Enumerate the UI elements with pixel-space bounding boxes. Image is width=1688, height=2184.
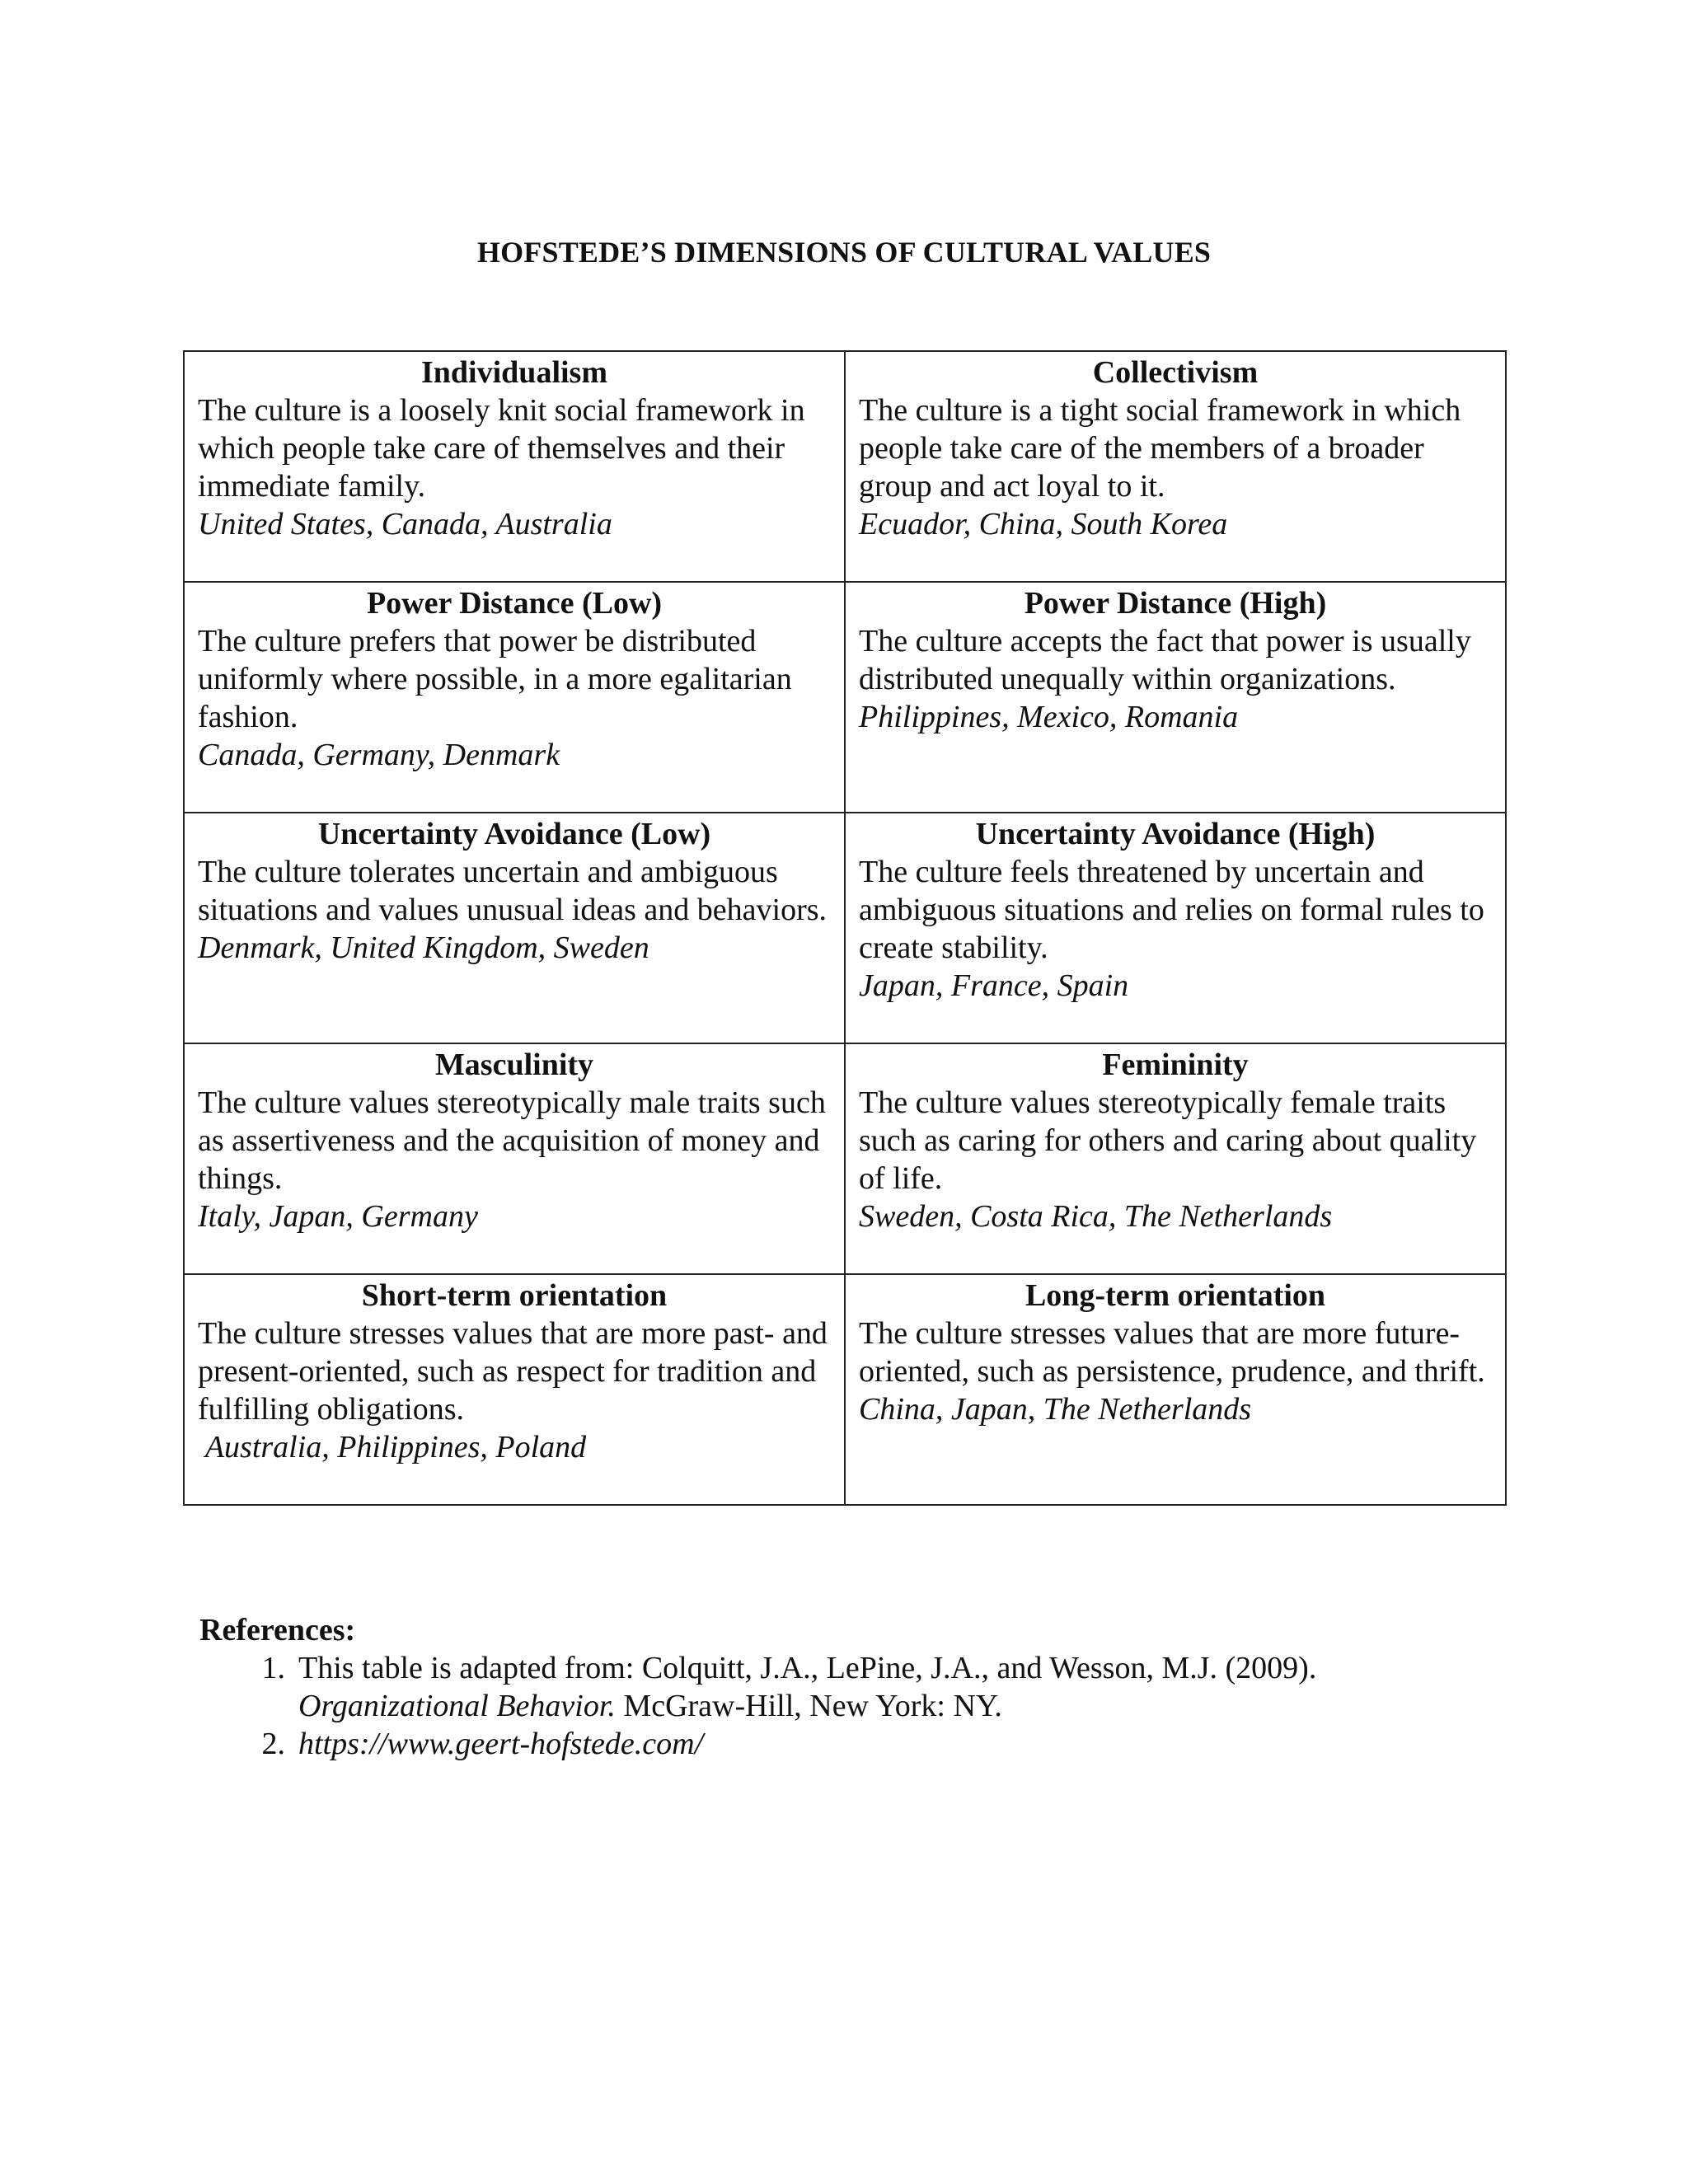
references-section [199,1611,1518,1763]
dimension-description: The culture accepts the fact that power is usually distributed unequally within organizations. [859,624,1471,696]
dimension-cell [845,1274,1506,1505]
page-title: HOFSTEDE’S DIMENSIONS OF CULTURAL VALUES [476,236,1212,269]
references-list [199,1649,1518,1763]
dimension-title: Uncertainty Avoidance (Low) [317,817,711,851]
reference-publisher: McGraw-Hill, New York: NY. [615,1689,1002,1723]
reference-item [199,1649,1518,1725]
dimension-cell [845,351,1506,582]
dimension-description: The culture stresses values that are more future-oriented, such as persistence, prudence, and thrift. [859,1316,1485,1389]
table-row [184,582,1506,813]
dimensions-table [183,350,1507,1506]
dimension-title: Masculinity [434,1047,594,1082]
dimension-examples: Australia, Philippines, Poland [198,1430,587,1465]
dimension-cell [184,1274,845,1505]
dimension-examples: Denmark, United Kingdom, Sweden [198,930,649,965]
dimension-cell [184,351,845,582]
dimension-examples: Japan, France, Spain [859,968,1129,1003]
dimension-title: Uncertainty Avoidance (High) [975,817,1376,851]
dimension-examples: United States, Canada, Australia [198,507,612,541]
reference-number: 2. [261,1727,285,1761]
dimension-title: Collectivism [1092,355,1259,390]
dimension-examples: Ecuador, China, South Korea [859,507,1228,541]
dimension-examples: China, Japan, The Netherlands [859,1392,1252,1427]
dimension-cell [845,582,1506,813]
table-row [184,1274,1506,1505]
reference-number: 1. [261,1651,285,1685]
dimension-examples: Philippines, Mexico, Romania [859,700,1239,734]
dimension-description: The culture prefers that power be distributed uniformly where possible, in a more egalitarian fashion. [198,624,792,734]
dimension-title: Individualism [421,355,607,390]
dimension-title: Femininity [1102,1047,1249,1082]
table-row [184,1043,1506,1274]
dimension-title: Power Distance (Low) [366,586,663,621]
reference-link[interactable]: https://www.geert-hofstede.com/ [298,1727,704,1761]
dimension-description: The culture values stereotypically male traits such as assertiveness and the acquisition of money and things. [198,1085,826,1196]
dimension-examples: Sweden, Costa Rica, The Netherlands [859,1199,1333,1234]
dimension-examples: Canada, Germany, Denmark [198,738,560,772]
dimension-description: The culture tolerates uncertain and ambiguous situations and values unusual ideas and behaviors. [198,855,828,927]
dimension-description: The culture feels threatened by uncertain and ambiguous situations and relies on formal rules to create stability. [859,855,1484,965]
table-row [184,351,1506,582]
dimension-cell [184,813,845,1043]
dimension-cell [845,813,1506,1043]
dimension-title: Power Distance (High) [1024,586,1327,621]
dimension-cell [845,1043,1506,1274]
dimension-cell [184,582,845,813]
reference-item [199,1725,1518,1763]
reference-citation: This table is adapted from: Colquitt, J.A., LePine, J.A., and Wesson, M.J. (2009). [298,1651,1317,1685]
reference-book-title: Organizational Behavior. [298,1689,616,1723]
dimension-description: The culture values stereotypically female traits such as caring for others and caring about quality of life. [859,1085,1477,1196]
dimension-title: Long-term orientation [1025,1278,1326,1313]
dimension-cell [184,1043,845,1274]
references-heading: References: [199,1613,356,1647]
dimension-examples: Italy, Japan, Germany [198,1199,478,1234]
reference-text [298,1649,1518,1725]
dimension-title: Short-term orientation [361,1278,668,1313]
dimension-description: The culture stresses values that are more past- and present-oriented, such as respect for tradition and fulfilling obligations. [198,1316,828,1427]
dimension-description: The culture is a tight social framework in which people take care of the members of a broader group and act loyal to it. [859,393,1461,504]
dimension-description: The culture is a loosely knit social framework in which people take care of themselves and their immediate family. [198,393,805,504]
table-row [184,813,1506,1043]
